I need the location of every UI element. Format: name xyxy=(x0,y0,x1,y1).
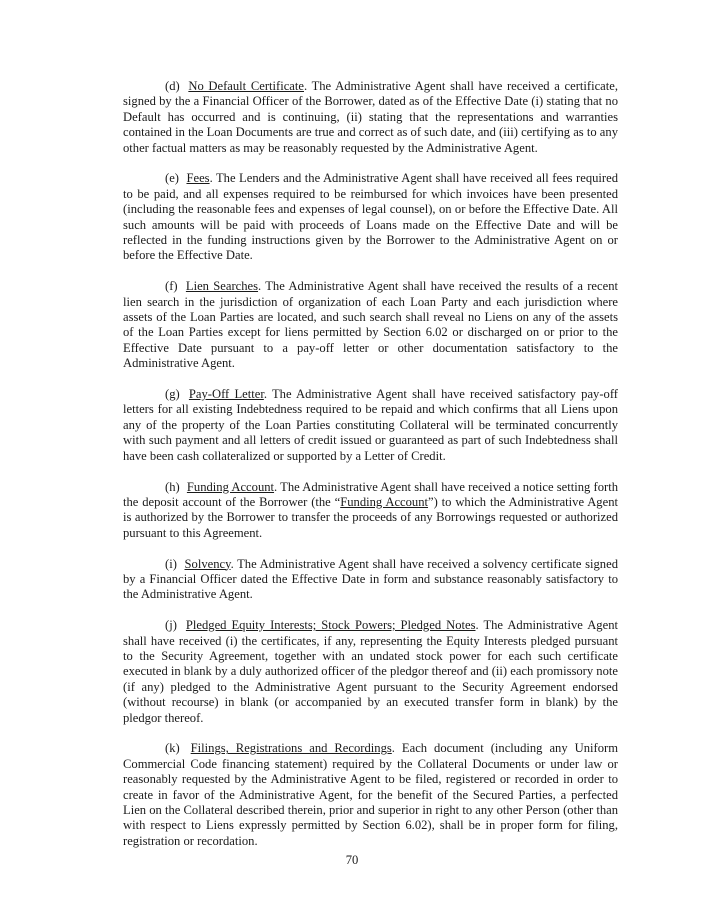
paragraph-heading: Solvency xyxy=(184,556,231,571)
paragraph-text: . The Administrative Agent shall have received the results of a recent lien search in the jurisdiction of organization of each Loan Party and each jurisdiction where assets of the Loan Parties are located, and such search shall reveal no Liens on any of the assets of the Loan Parties except for liens permitted by Section 6.02 or discharged on or prior to the Effective Date pursuant to a pay-off letter or other documentation satisfactory to the Administrative Agent. xyxy=(123,279,618,371)
paragraph-heading: Filings, Registrations and Recordings xyxy=(190,741,392,756)
paragraph-text: . The Administrative Agent shall have received (i) the certificates, if any, representing the Equity Interests pledged pursuant to the Security Agreement, together with an undated stock power for each such certificate executed in blank by a duly authorized officer of the pledgor thereof and (ii) each promissory note (if any) pledged to the Administrative Agent pursuant to the Security Agreement endorsed (without recourse) in blank (or accompanied by an executed transfer form in blank) by the pledgor thereof. xyxy=(123,618,618,725)
paragraph-heading: Lien Searches xyxy=(185,279,259,294)
paragraph-h-funding-account xyxy=(123,480,618,542)
document-page xyxy=(123,79,618,865)
paragraph-j-pledged-equity-interests xyxy=(123,618,618,726)
page-number: 70 xyxy=(345,853,359,867)
paragraph-f-lien-searches xyxy=(123,279,618,371)
defined-term: Funding Account xyxy=(340,494,429,509)
paragraph-text: . The Administrative Agent shall have received a certificate, signed by the a Financial Officer of the Borrower, dated as of the Effective Date (i) stating that no Default has occurred and is continuing, (ii) stating that the representations and warranties contained in the Loan Documents are true and correct as of such date, and (iii) certifying as to any other factual matters as may be reasonably requested by the Administrative Agent. xyxy=(123,79,618,155)
paragraph-label: (f) xyxy=(165,279,178,294)
paragraph-text: . The Lenders and the Administrative Agent shall have received all fees required to be paid, and all expenses required to be reimbursed for which invoices have been presented (including the reasonable fees and expenses of legal counsel), on or before the Effective Date. All such amounts will be paid with proceeds of Loans made on the Effective Date and will be reflected in the funding instructions given by the Borrower to the Administrative Agent on or before the Effective Date. xyxy=(123,171,619,263)
paragraph-text: . The Administrative Agent shall have received satisfactory pay-off letters for all existing Indebtedness required to be repaid and which confirms that all Liens upon any of the property of the Loan Parties constituting Collateral will be terminated concurrently with such payment and all letters of credit issued or guaranteed as part of such Indebtedness shall have been cash collateralized or supported by a Letter of Credit. xyxy=(123,387,619,463)
paragraph-text: . The Administrative Agent shall have received a notice setting forth the deposit account of the Borrower (the “ xyxy=(123,479,618,509)
paragraph-heading: No Default Certificate xyxy=(188,79,304,93)
paragraph-label: (k) xyxy=(165,741,180,756)
paragraph-label: (g) xyxy=(165,387,180,402)
paragraph-label: (d) xyxy=(165,79,180,93)
paragraph-heading: Pledged Equity Interests; Stock Powers; Pledged Notes xyxy=(185,618,476,633)
paragraph-e-fees xyxy=(123,171,618,263)
paragraph-label: (h) xyxy=(165,479,180,494)
paragraph-text: . Each document (including any Uniform Commercial Code financing statement) required by the Collateral Documents or under law or reasonably requested by the Administrative Agent to be filed, registered or recorded in order to create in favor of the Administrative Agent, for the benefit of the Secured Parties, a perfected Lien on the Collateral described therein, prior and superior in right to any other Person (other than with respect to Liens expressly permitted by Section 6.02), shall be in proper form for filing, registration or recordation. xyxy=(123,741,618,848)
paragraph-text-continued: ”) to which the Administrative Agent is authorized by the Borrower to transfer the proceeds of any Borrowings requested or authorized pursuant to this Agreement. xyxy=(123,494,618,540)
paragraph-g-pay-off-letter xyxy=(123,387,618,464)
paragraph-text: . The Administrative Agent shall have received a solvency certificate signed by a Financial Officer dated the Effective Date in form and substance reasonably satisfactory to the Administrative Agent. xyxy=(123,556,618,602)
paragraph-heading: Pay-Off Letter xyxy=(188,387,264,402)
paragraph-heading: Fees xyxy=(186,171,210,186)
paragraph-d-no-default-certificate xyxy=(123,79,618,156)
paragraph-heading: Funding Account xyxy=(186,479,275,494)
paragraph-label: (i) xyxy=(165,556,177,571)
paragraph-label: (e) xyxy=(165,171,179,186)
paragraph-label: (j) xyxy=(165,618,177,633)
paragraph-k-filings-registrations-recordings xyxy=(123,741,618,849)
paragraph-i-solvency xyxy=(123,557,618,603)
